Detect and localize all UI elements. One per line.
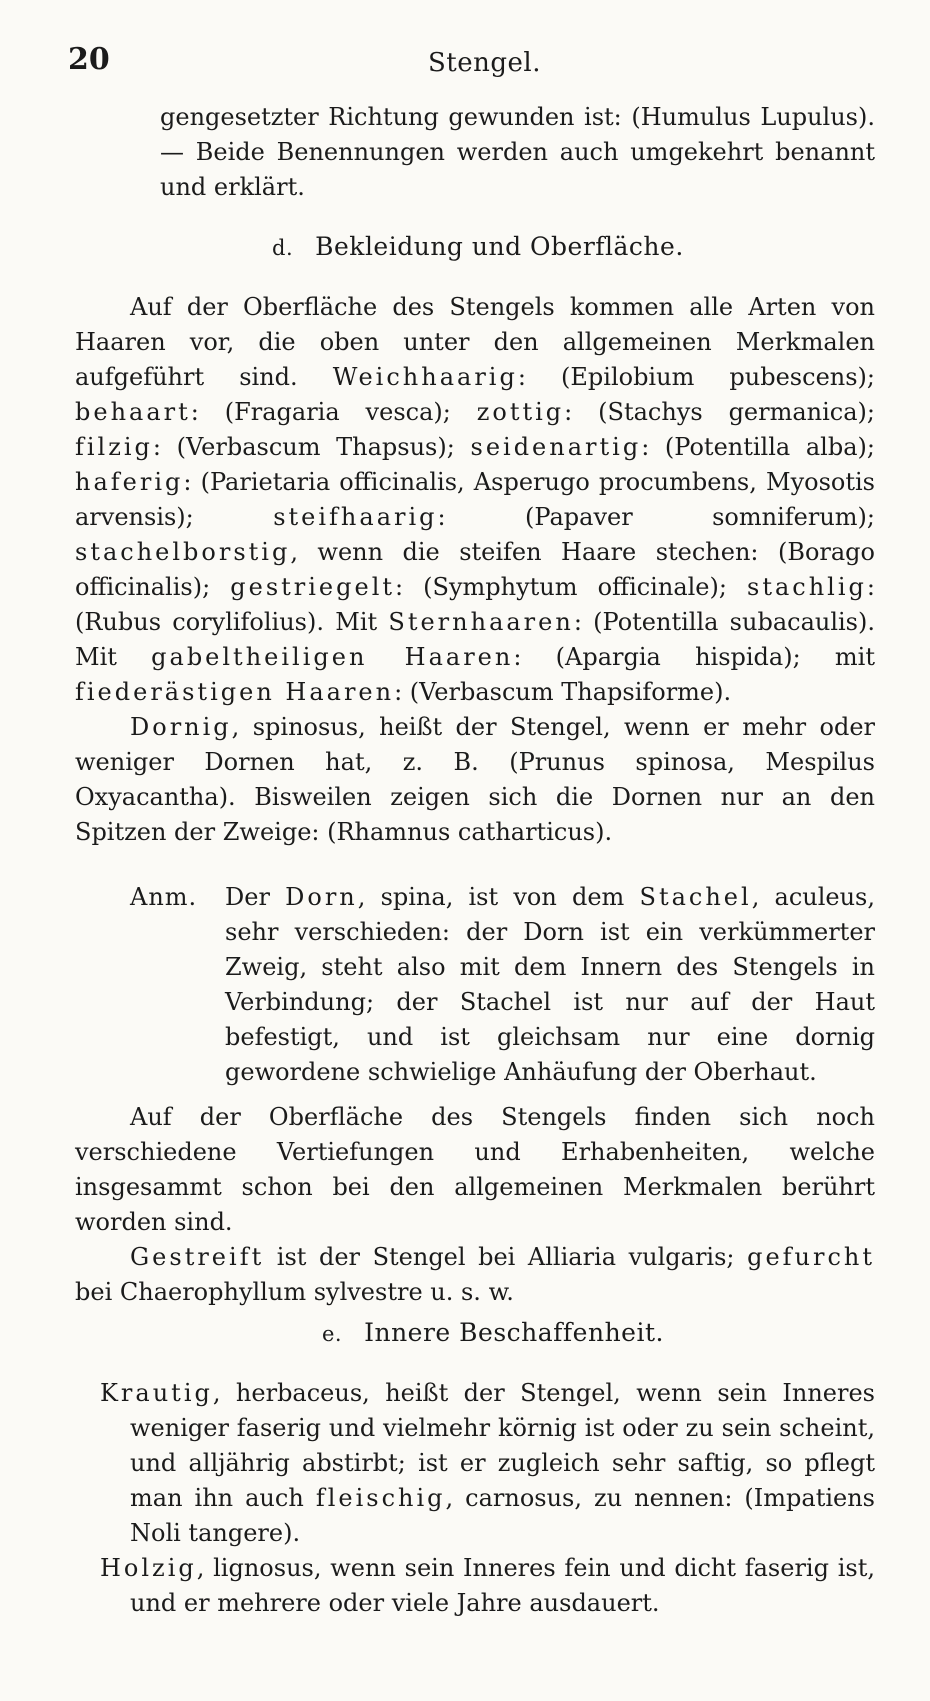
section-d-body-top: [75, 290, 875, 850]
term-gefurcht: gefurcht: [747, 1243, 875, 1271]
term-steifhaarig: steifhaarig: [273, 503, 438, 531]
term-holzig: Holzig: [100, 1554, 197, 1582]
term-stachlig: stachlig: [747, 573, 867, 601]
section-d-heading: [272, 232, 684, 261]
term-fleischig: fleischig: [315, 1484, 446, 1512]
herbaceous-entry: Krautig, herbaceus, heißt der Stengel, wenn sein Inneres weniger faserig und vielmehr körnig ist oder zu sein scheint, und alljährig abstirbt; ist er zugleich sehr saftig, so pflegt man ihn auch fleischig, carnosus, zu nennen: (Impatiens Noli tangere).: [100, 1379, 875, 1547]
term-stachel: Stachel: [639, 883, 752, 911]
annotation-text: Der Dorn, spina, ist von dem Stachel, aculeus, sehr verschieden: der Dorn ist ein verkümmerter Zweig, steht also mit dem Innern des Stengels in Verbindung; der Stachel ist nur auf der Haut befestigt, und ist gleichsam nur eine dornig gewordene schwielige Anhäufung der Oberhaut.: [225, 883, 875, 1086]
thorns-paragraph: Dornig, spinosus, heißt der Stengel, wenn er mehr oder weniger Dornen hat, z. B. (Prunus spinosa, Mespilus Oxyacantha). Bisweilen zeigen sich die Dornen nur an den Spitzen der Zweige: (Rhamnus catharticus).: [75, 713, 875, 846]
intro-text: gengesetzter Richtung gewunden ist: (Humulus Lupulus). — Beide Benennungen werden auch umgekehrt benannt und erklärt.: [160, 103, 875, 201]
term-haferig: haferig: [75, 468, 184, 496]
term-weichhaarig: Weichhaarig: [332, 363, 518, 391]
term-sternhaaren: Sternhaaren: [388, 608, 574, 636]
term-behaart: behaart: [75, 398, 191, 426]
section-e-label: e.: [322, 1322, 343, 1346]
section-e-heading: [322, 1318, 664, 1347]
term-stachelborstig: stachelborstig: [75, 538, 291, 566]
term-gestriegelt: gestriegelt: [230, 573, 396, 601]
term-krautig: Krautig: [100, 1379, 213, 1407]
section-d-title: Bekleidung und Oberfläche.: [315, 232, 684, 261]
page-header: [68, 42, 870, 82]
striped-paragraph: Gestreift ist der Stengel bei Alliaria vulgaris; gefurcht bei Chaerophyllum sylvestre u. s. w.: [75, 1243, 875, 1306]
woody-entry: Holzig, lignosus, wenn sein Inneres fein und dicht faserig ist, und er mehrere oder viele Jahre ausdauert.: [100, 1554, 875, 1617]
term-dornig: Dornig: [130, 713, 232, 741]
section-e-title: Innere Beschaffenheit.: [364, 1318, 664, 1347]
annotation-block: [130, 880, 875, 1090]
surface-paragraph: Auf der Oberfläche des Stengels finden sich noch verschiedene Vertiefungen und Erhabenheiten, welche insgesammt schon bei den allgemeinen Merkmalen berührt worden sind.: [75, 1103, 875, 1236]
page-number: 20: [68, 42, 110, 77]
annotation-label: Anm.: [130, 883, 198, 911]
term-fiederaestigen-haaren: fiederästigen Haaren: [75, 678, 395, 706]
section-d-label: d.: [272, 236, 294, 260]
section-e-body: [100, 1376, 875, 1621]
intro-paragraph: [160, 100, 875, 205]
term-seidenartig: seidenartig: [470, 433, 642, 461]
term-gestreift: Gestreift: [130, 1243, 265, 1271]
term-zottig: zottig: [476, 398, 565, 426]
term-dorn: Dorn: [285, 883, 358, 911]
term-filzig: filzig: [75, 433, 153, 461]
term-gabeltheiligen-haaren: gabeltheiligen Haaren: [151, 643, 514, 671]
running-head: Stengel.: [428, 48, 542, 78]
hair-types-paragraph: Auf der Oberfläche des Stengels kommen alle Arten von Haaren vor, die oben unter den allgemeinen Merkmalen aufgeführt sind. Weichhaarig: (Epilobium pubescens); behaart: (Fragaria vesca); zottig: (Stachys germanica); filzig: (Verbascum Thapsus); seidenartig: (Potentilla alba); haferig: (Parietaria officinalis, Asperugo procumbens, Myosotis arvensis); steifhaarig: (Papaver somniferum); stachelborstig, wenn die steifen Haare stechen: (Borago officinalis); gestriegelt: (Symphytum officinale); stachlig: (Rubus corylifolius). Mit Sternhaaren: (Potentilla subacaulis). Mit gabeltheiligen Haaren: (Apargia hispida); mit fiederästigen Haaren: (Verbascum Thapsiforme).: [75, 293, 876, 706]
section-d-body-bottom: [75, 1100, 875, 1310]
